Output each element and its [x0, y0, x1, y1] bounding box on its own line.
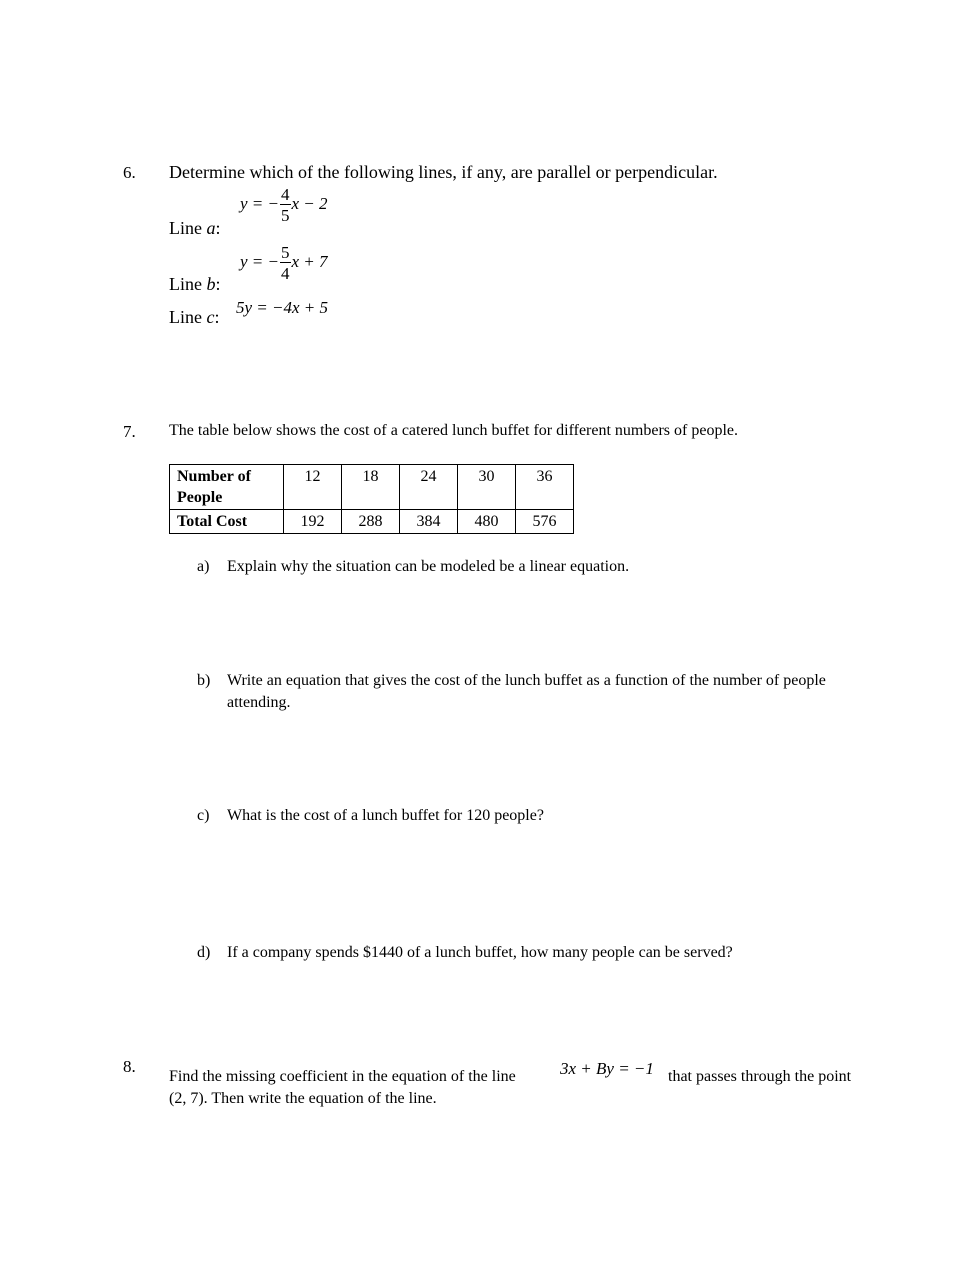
q6-number: 6. [123, 163, 136, 182]
q7-prompt: The table below shows the cost of a catered lunch buffet for different numbers of people. [169, 422, 738, 439]
table-header-people: Number of People [170, 465, 284, 510]
line-c-label: Line c: [169, 307, 220, 327]
part-c-text: What is the cost of a lunch buffet for 120 people? [227, 807, 544, 824]
part-b-text: Write an equation that gives the cost of the lunch buffet as a function of the number of people [227, 672, 826, 689]
table-cell: 12 [284, 465, 342, 510]
table-row [170, 510, 574, 534]
q6-prompt: Determine which of the following lines, if any, are parallel or perpendicular. [169, 162, 718, 182]
q8-number: 8. [123, 1057, 136, 1076]
table-cell: 576 [516, 510, 574, 534]
table-cell: 24 [400, 465, 458, 510]
line-b-equation: y = − $\frac{5}{4}$ x + 7 [240, 243, 328, 283]
table-cell: 192 [284, 510, 342, 534]
q7-number: 7. [123, 422, 136, 441]
table-cell: 384 [400, 510, 458, 534]
part-c-label: c) [197, 807, 210, 824]
line-c-equation: 5y = −4x + 5 [236, 298, 329, 317]
table-row [170, 465, 574, 510]
q8-text-after: that passes through the point [668, 1068, 852, 1085]
part-d-label: d) [197, 944, 211, 961]
part-b-text-line2: attending. [227, 694, 291, 711]
cost-table [169, 464, 574, 534]
part-b-label: b) [197, 672, 211, 689]
table-cell: 36 [516, 465, 574, 510]
table-cell: 288 [342, 510, 400, 534]
table-header-total-cost: Total Cost [170, 510, 284, 534]
part-a-label: a) [197, 558, 210, 575]
part-a-text: Explain why the situation can be modeled be a linear equation. [227, 558, 630, 575]
line-a-equation: y = − $\frac{4}{5}$ x − 2 [240, 185, 328, 225]
line-b-label: Line b: [169, 274, 221, 294]
q8-equation: 3x + By = −1 [560, 1059, 654, 1078]
table-cell: 30 [458, 465, 516, 510]
line-a-label: Line a: [169, 218, 221, 238]
q8-text-line2: (2, 7). Then write the equation of the line. [169, 1090, 437, 1107]
q8-text-before: Find the missing coefficient in the equation of the line [169, 1068, 516, 1085]
part-d-text: If a company spends $1440 of a lunch buffet, how many people can be served? [227, 944, 733, 961]
table-cell: 18 [342, 465, 400, 510]
table-cell: 480 [458, 510, 516, 534]
